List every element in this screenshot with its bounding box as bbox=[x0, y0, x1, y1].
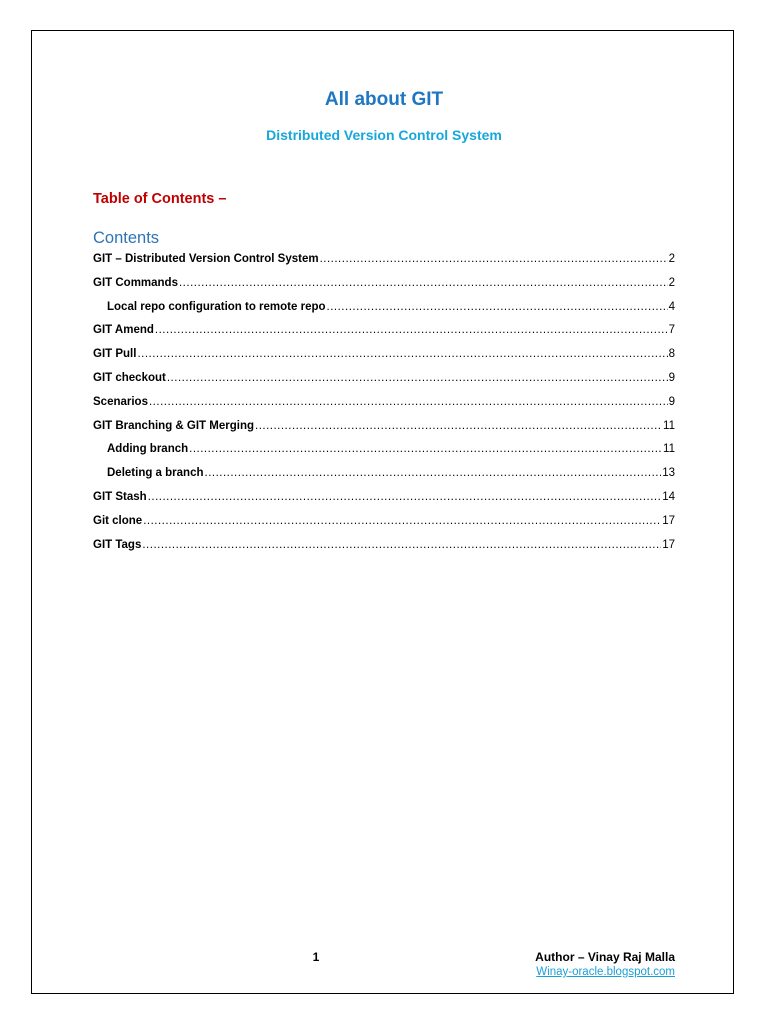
toc-entry-page: 9 bbox=[668, 395, 675, 408]
toc-entry-page: 4 bbox=[668, 300, 675, 313]
table-of-contents bbox=[93, 253, 675, 562]
toc-dot-leader bbox=[205, 467, 662, 479]
toc-entry-page: 9 bbox=[668, 371, 675, 384]
toc-entry-page: 2 bbox=[668, 253, 675, 265]
toc-entry[interactable] bbox=[93, 396, 675, 420]
toc-entry-page: 8 bbox=[668, 348, 675, 361]
toc-entry-title: Scenarios bbox=[93, 395, 148, 408]
toc-entry-title: GIT Commands bbox=[93, 276, 178, 289]
toc-entry-title: GIT Pull bbox=[93, 348, 137, 361]
footer-page-number: 1 bbox=[312, 950, 320, 964]
toc-dot-leader bbox=[143, 515, 661, 527]
toc-entry-page: 17 bbox=[662, 514, 675, 527]
toc-entry-title: GIT Tags bbox=[93, 538, 142, 551]
toc-entry[interactable] bbox=[93, 277, 675, 301]
toc-dot-leader bbox=[327, 301, 668, 313]
document-subtitle: Distributed Version Control System bbox=[266, 127, 502, 143]
toc-dot-leader bbox=[137, 348, 667, 360]
toc-entry[interactable] bbox=[93, 467, 675, 491]
toc-entry[interactable] bbox=[93, 539, 675, 563]
toc-entry-page: 17 bbox=[662, 538, 675, 551]
toc-entry-page: 13 bbox=[662, 467, 675, 480]
toc-entry[interactable] bbox=[93, 420, 675, 444]
toc-entry[interactable] bbox=[93, 253, 675, 277]
toc-dot-leader bbox=[179, 277, 668, 289]
toc-entry[interactable] bbox=[93, 372, 675, 396]
toc-dot-leader bbox=[167, 372, 668, 384]
toc-dot-leader bbox=[155, 324, 668, 336]
contents-heading: Contents bbox=[93, 229, 160, 247]
toc-entry-page: 7 bbox=[668, 324, 675, 337]
document-title: All about GIT bbox=[324, 89, 444, 110]
toc-entry[interactable] bbox=[93, 324, 675, 348]
toc-dot-leader bbox=[142, 539, 661, 551]
toc-entry-title: GIT Amend bbox=[93, 324, 154, 337]
toc-entry[interactable] bbox=[93, 515, 675, 539]
toc-entry-page: 11 bbox=[663, 419, 675, 432]
toc-entry-page: 14 bbox=[662, 490, 675, 503]
toc-dot-leader bbox=[189, 443, 662, 455]
toc-heading: Table of Contents – bbox=[93, 191, 227, 207]
toc-entry-title: GIT checkout bbox=[93, 371, 166, 384]
toc-entry[interactable] bbox=[93, 301, 675, 325]
toc-entry-title: GIT – Distributed Version Control System bbox=[93, 253, 319, 265]
toc-dot-leader bbox=[149, 396, 668, 408]
footer-author: Author – Vinay Raj Malla bbox=[535, 950, 675, 964]
toc-entry[interactable] bbox=[93, 348, 675, 372]
toc-dot-leader bbox=[148, 491, 662, 503]
toc-dot-leader bbox=[255, 420, 662, 432]
toc-entry[interactable] bbox=[93, 491, 675, 515]
toc-entry[interactable] bbox=[93, 443, 675, 467]
toc-entry-title: Local repo configuration to remote repo bbox=[107, 300, 326, 313]
toc-dot-leader bbox=[320, 253, 668, 265]
toc-entry-title: GIT Branching & GIT Merging bbox=[93, 419, 254, 432]
toc-entry-page: 11 bbox=[663, 443, 675, 456]
toc-entry-page: 2 bbox=[668, 276, 675, 289]
toc-entry-title: GIT Stash bbox=[93, 490, 147, 503]
toc-entry-title: Deleting a branch bbox=[107, 467, 204, 480]
footer-blog-link[interactable]: Winay-oracle.blogspot.com bbox=[536, 966, 675, 978]
toc-entry-title: Adding branch bbox=[107, 443, 189, 456]
toc-entry-title: Git clone bbox=[93, 514, 143, 527]
